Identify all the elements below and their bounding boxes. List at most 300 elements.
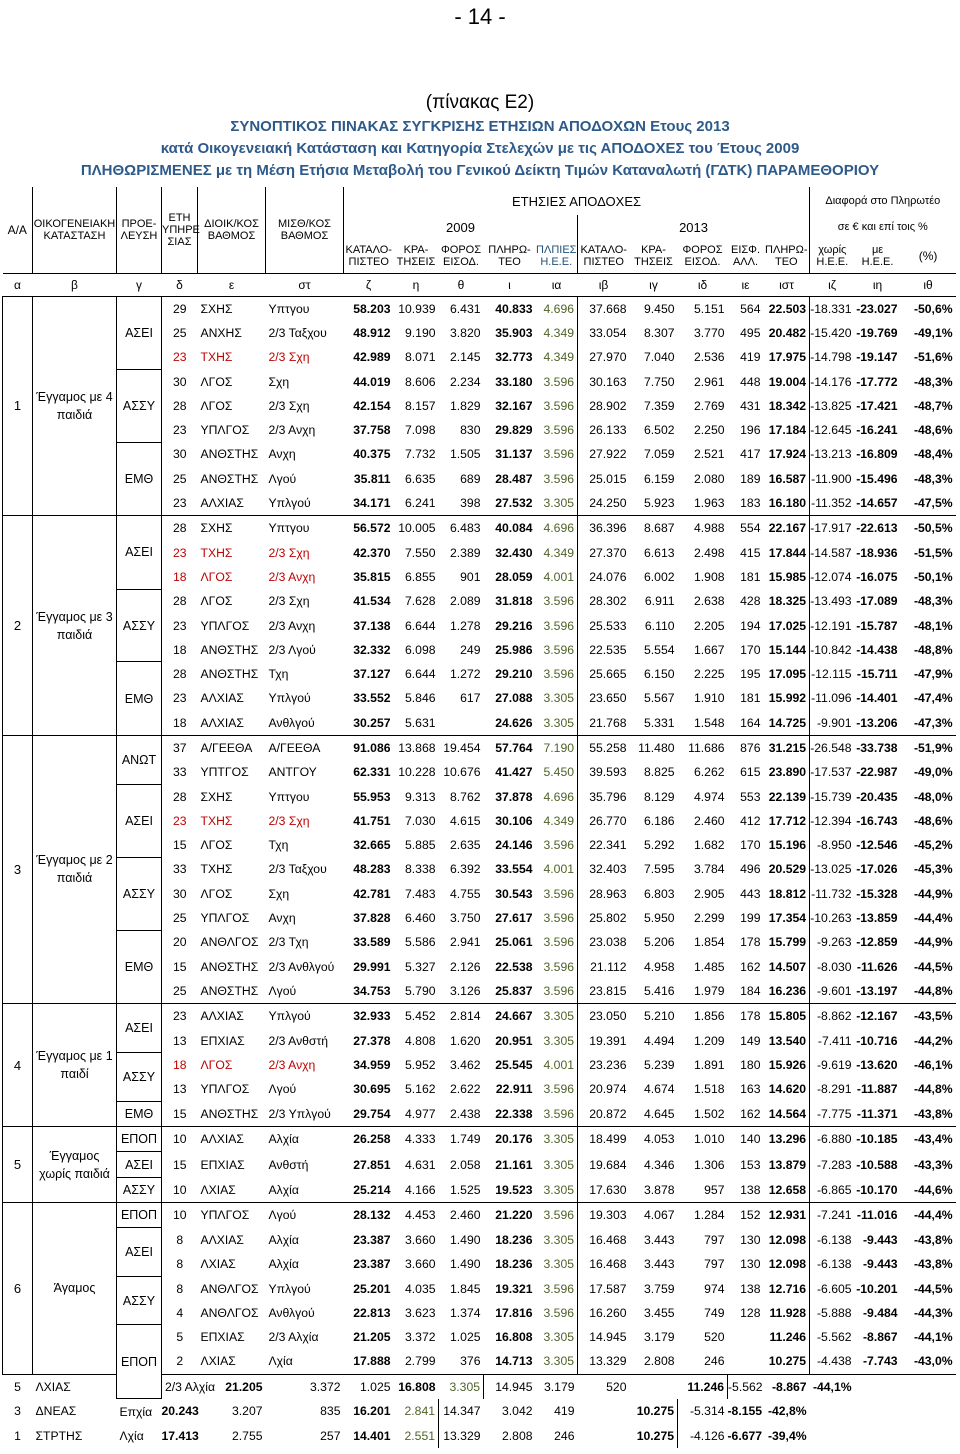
pay-grade-value: 2/3 Σχη xyxy=(268,545,310,560)
diff-percent: -47,3% xyxy=(901,711,956,736)
gross-2013: 22.341 xyxy=(578,833,630,857)
diff-without-bonus: -10.263 xyxy=(810,911,852,926)
admin-grade-value: ΑΝΘΣΤΗΣ xyxy=(200,642,259,657)
diff-with-bonus: -17.089 xyxy=(856,594,898,609)
years-value: 25 xyxy=(172,325,187,340)
diff-without-bonus: -8.862 xyxy=(817,1009,852,1024)
pay-grade-value: Αλχία xyxy=(268,1132,299,1147)
deductions-2009: 5.327 xyxy=(405,959,436,974)
deductions-2013: 4.674 xyxy=(644,1082,675,1097)
diff-with-bonus: -16.075 xyxy=(856,569,898,584)
table-row xyxy=(3,784,956,808)
gross-2013: 28.963 xyxy=(578,882,630,906)
tax-2013: 1.979 xyxy=(678,979,728,1004)
tax-2009 xyxy=(439,711,484,736)
admin-grade-value: ΤΧΗΣ xyxy=(200,813,233,828)
tax-2013: 520 xyxy=(606,1379,627,1394)
table-row xyxy=(3,589,956,613)
net-2009: 19.523 xyxy=(484,1177,536,1202)
gross-2013: 27.370 xyxy=(578,540,630,564)
origin-label: ΕΜΘ xyxy=(117,662,162,735)
deductions-2013: 3.443 xyxy=(644,1257,675,1272)
pay-grade-value: 2/3 Αλχία xyxy=(268,1330,319,1345)
diff-without-bonus: -10.842 xyxy=(810,642,852,657)
admin-grade-value: ΛΧΙΑΣ xyxy=(198,1177,266,1202)
net-2013: 15.144 xyxy=(764,638,810,662)
bonus-2009: 3.305 xyxy=(543,1132,574,1147)
diff-percent: -50,5% xyxy=(913,521,953,536)
contrib-2013: 149 xyxy=(740,1033,761,1048)
contrib-2013: 183 xyxy=(728,491,764,516)
bonus-2009: 3.596 xyxy=(543,1305,574,1320)
diff-without-bonus: -14.798 xyxy=(810,350,852,365)
diff-with-bonus: -9.443 xyxy=(863,1257,898,1272)
contrib-2013: 495 xyxy=(740,325,761,340)
years-value: 29 xyxy=(172,301,187,316)
bonus-2009: 3.596 xyxy=(543,618,574,633)
gross-2009: 48.912 xyxy=(353,325,391,340)
bonus-2009: 3.596 xyxy=(543,447,574,462)
contrib-2013: 553 xyxy=(740,789,761,804)
tax-2013: 3.770 xyxy=(694,325,725,340)
tax-2013: 1.284 xyxy=(694,1208,725,1223)
years-value: 8 xyxy=(176,1281,184,1296)
contrib-2013: 876 xyxy=(740,740,761,755)
years-value: 18 xyxy=(172,569,187,584)
pay-grade-value: Λγού xyxy=(268,1082,297,1097)
group-number: 4 xyxy=(3,1004,33,1127)
column-letter: στ xyxy=(266,273,344,296)
net-2013: 17.354 xyxy=(764,906,810,930)
deductions-2009: 6.098 xyxy=(405,642,436,657)
table-row xyxy=(3,1053,956,1077)
tax-2013: 1.682 xyxy=(694,838,725,853)
tax-2013: 957 xyxy=(678,1177,728,1202)
table-row xyxy=(3,296,956,321)
column-letter: ιστ xyxy=(764,273,810,296)
diff-with-bonus: -23.027 xyxy=(856,301,898,316)
pay-grade-value: 2/3 Λγού xyxy=(268,642,316,657)
tax-2009: 1.490 xyxy=(450,1257,481,1272)
net-2009: 25.986 xyxy=(495,642,533,657)
bonus-2009: 3.596 xyxy=(543,594,574,609)
tax-2013: 1.891 xyxy=(694,1057,725,1072)
net-2009: 24.667 xyxy=(495,1009,533,1024)
gross-2009: 34.171 xyxy=(344,491,394,516)
net-2013: 17.095 xyxy=(764,662,810,686)
admin-grade-value: ΛΓΟΣ xyxy=(200,838,233,853)
contrib-2013: 162 xyxy=(740,959,761,974)
net-2013: 12.098 xyxy=(764,1252,810,1276)
diff-percent: -50,6% xyxy=(913,301,953,316)
admin-grade-value: ΥΠΤΓΟΣ xyxy=(200,765,249,780)
column-letter: ιγ xyxy=(630,273,678,296)
header-2009-col-5: ΠΛΠΙΕΣ Η.Ε.Ε. xyxy=(536,239,578,273)
diff-without-bonus: -6.865 xyxy=(810,1177,855,1202)
tax-2013: 1.856 xyxy=(694,1009,725,1024)
header-diff-title xyxy=(810,187,956,215)
header-year-2009: 2009 xyxy=(344,215,578,239)
net-2013: 17.844 xyxy=(764,540,810,564)
diff-percent: -49,0% xyxy=(913,765,953,780)
diff-with-bonus: -17.772 xyxy=(856,374,898,389)
diff-with-bonus: -15.787 xyxy=(856,618,898,633)
bonus-2009: 3.305 xyxy=(536,711,578,736)
admin-grade-value: ΑΝΘΣΤΗΣ xyxy=(198,1101,266,1126)
admin-grade-value: ΥΠΛΓΟΣ xyxy=(200,911,250,926)
pay-grade-value: Λχία xyxy=(119,1428,144,1443)
header-2013-col-4: ΕΙΣΦ. ΑΛΛ. xyxy=(730,243,761,268)
diff-percent: -44,4% xyxy=(913,1208,953,1223)
pay-grade-value: Λχία xyxy=(266,1349,344,1374)
deductions-2013: 9.450 xyxy=(644,301,675,316)
diff-without-bonus: -9.263 xyxy=(817,935,852,950)
deductions-2013: 5.567 xyxy=(644,691,675,706)
deductions-2013: 6.002 xyxy=(644,569,675,584)
contrib-2013: 419 xyxy=(740,350,761,365)
tax-2013: 1.854 xyxy=(694,935,725,950)
tax-2013: 2.225 xyxy=(694,667,725,682)
deductions-2013: 5.210 xyxy=(644,1009,675,1024)
group-number: 3 xyxy=(3,735,33,1003)
diff-without-bonus: -12.074 xyxy=(810,569,852,584)
net-2009: 16.808 xyxy=(398,1379,436,1394)
deductions-2009: 3.660 xyxy=(405,1232,436,1247)
diff-without-bonus: -17.537 xyxy=(810,765,852,780)
bonus-2009: 2.551 xyxy=(404,1428,435,1443)
bonus-2009: 3.305 xyxy=(536,1349,578,1374)
admin-grade-value: ΑΝΘΛΓΟΣ xyxy=(200,1305,259,1320)
diff-percent: -46,1% xyxy=(913,1057,953,1072)
bonus-2009: 4.696 xyxy=(543,301,574,316)
origin-label: ΑΣΕΙ xyxy=(117,1228,162,1277)
net-2013: 22.503 xyxy=(764,296,810,321)
net-2009: 24.626 xyxy=(484,711,536,736)
contrib-2013: 181 xyxy=(740,569,761,584)
tax-2009: 2.089 xyxy=(450,594,481,609)
tax-2009: 901 xyxy=(460,569,481,584)
gross-2013: 55.258 xyxy=(578,735,630,760)
deductions-2009: 10.005 xyxy=(398,521,436,536)
tax-2009: 3.126 xyxy=(439,979,484,1004)
deductions-2009: 9.313 xyxy=(405,789,436,804)
years-value: 23 xyxy=(172,1009,187,1024)
contrib-2013: 412 xyxy=(740,813,761,828)
table-body xyxy=(3,296,956,1448)
gross-2009: 91.086 xyxy=(353,740,391,755)
contrib-2013 xyxy=(728,1349,764,1374)
contrib-2013: 163 xyxy=(740,1082,761,1097)
bonus-2009: 4.001 xyxy=(543,1057,574,1072)
tax-2009: 2.145 xyxy=(450,350,481,365)
net-2013: 11.928 xyxy=(764,1301,810,1325)
diff-percent: -43,4% xyxy=(913,1132,953,1147)
gross-2013: 21.112 xyxy=(578,955,630,979)
contrib-2013: 181 xyxy=(740,691,761,706)
origin-label: ΑΣΣΥ xyxy=(117,1177,162,1202)
tax-2009: 1.490 xyxy=(450,1232,481,1247)
contrib-2013: 162 xyxy=(728,1101,764,1126)
pay-grade-value: 2/3 Ανχη xyxy=(268,1057,316,1072)
diff-percent: -43,8% xyxy=(901,1101,956,1126)
diff-percent: -51,9% xyxy=(913,740,953,755)
gross-2013: 23.050 xyxy=(578,1004,630,1029)
tax-2013: 2.638 xyxy=(694,594,725,609)
deductions-2013: 5.206 xyxy=(644,935,675,950)
contrib-2013: 130 xyxy=(740,1232,761,1247)
contrib-2013: 138 xyxy=(740,1281,761,1296)
gross-2009: 62.331 xyxy=(353,765,391,780)
tax-2009: 689 xyxy=(460,471,481,486)
years-value: 15 xyxy=(172,838,187,853)
diff-with-bonus: -20.435 xyxy=(856,789,898,804)
header-2013-col-3: ΦΟΡΟΣ ΕΙΣΟΔ. xyxy=(682,243,723,268)
origin-label: ΑΣΣΥ xyxy=(117,1053,162,1102)
years-value: 13 xyxy=(172,1082,187,1097)
bonus-2009: 3.596 xyxy=(543,886,574,901)
tax-2013: 797 xyxy=(704,1257,725,1272)
family-status: Έγγαμος με 1 παιδί xyxy=(33,1004,117,1127)
header-diff-col-1: χωρίς Η.Ε.Ε. xyxy=(816,243,849,268)
net-2013: 17.712 xyxy=(764,809,810,833)
net-2013: 15.926 xyxy=(764,1053,810,1077)
gross-2013: 14.945 xyxy=(484,1374,536,1399)
diff-with-bonus: -12.167 xyxy=(856,1009,898,1024)
pay-grade-value: Υπτγου xyxy=(268,301,310,316)
bonus-2009: 3.596 xyxy=(543,1281,574,1296)
tax-2013: 1.209 xyxy=(694,1033,725,1048)
contrib-2013: 152 xyxy=(740,1208,761,1223)
deductions-2009: 7.550 xyxy=(405,545,436,560)
pay-grade-value: Ανθλγού xyxy=(266,711,344,736)
net-2013: 17.184 xyxy=(764,418,810,442)
family-status: Άγαμος xyxy=(33,1202,117,1374)
pay-grade-value: Υπλγού xyxy=(268,1009,311,1024)
years-value: 25 xyxy=(162,979,198,1004)
pay-grade-value: Επχία xyxy=(119,1404,153,1419)
tax-2013: 5.151 xyxy=(694,301,725,316)
diff-without-bonus: -5.562 xyxy=(728,1379,763,1394)
net-2013: 18.325 xyxy=(764,589,810,613)
tax-2013: 797 xyxy=(704,1232,725,1247)
pay-grade-value: 2/3 Σχη xyxy=(268,813,310,828)
diff-with-bonus: -18.936 xyxy=(856,545,898,560)
diff-without-bonus: -15.739 xyxy=(810,789,852,804)
tax-2009: 835 xyxy=(320,1404,341,1419)
tax-2009: 1.525 xyxy=(439,1177,484,1202)
admin-grade-value: ΑΛΧΙΑΣ xyxy=(200,691,244,706)
diff-without-bonus: -9.619 xyxy=(817,1057,852,1072)
family-status: Έγγαμος με 3 παιδιά xyxy=(33,516,117,736)
deductions-2009: 8.606 xyxy=(405,374,436,389)
pay-grade-value: Λγού xyxy=(266,979,344,1004)
years-value: 20 xyxy=(172,935,187,950)
net-2013: 12.098 xyxy=(764,1228,810,1252)
deductions-2009: 5.790 xyxy=(394,979,439,1004)
pay-grade-value: 2/3 Ανθστή xyxy=(268,1033,329,1048)
gross-2013: 28.902 xyxy=(578,394,630,418)
net-2009: 40.833 xyxy=(495,301,533,316)
net-2009: 16.808 xyxy=(495,1330,533,1345)
bonus-2009: 3.305 xyxy=(543,691,574,706)
gross-2013: 25.533 xyxy=(578,613,630,637)
pay-grade-value: Ανθλγού xyxy=(268,1305,315,1320)
net-2013: 17.025 xyxy=(764,613,810,637)
gross-2009: 37.138 xyxy=(353,618,391,633)
tax-2009: 3.462 xyxy=(450,1057,481,1072)
tax-2009: 398 xyxy=(439,491,484,516)
gross-2009: 25.214 xyxy=(344,1177,394,1202)
gross-2013: 24.076 xyxy=(578,565,630,589)
tax-2009: 2.622 xyxy=(450,1082,481,1097)
net-2013: 17.975 xyxy=(764,345,810,369)
tax-2013: 974 xyxy=(704,1281,725,1296)
deductions-2013: 6.803 xyxy=(644,886,675,901)
diff-without-bonus: -11.096 xyxy=(811,691,852,706)
deductions-2009: 3.372 xyxy=(310,1379,341,1394)
years-value: 23 xyxy=(172,691,187,706)
gross-2013: 20.974 xyxy=(578,1077,630,1101)
diff-without-bonus: -6.138 xyxy=(817,1232,852,1247)
contrib-2013: 140 xyxy=(740,1132,761,1147)
diff-without-bonus: -13.493 xyxy=(810,594,852,609)
diff-title-2: σε € και επί τοις % xyxy=(837,221,928,233)
pay-grade-value: 2/3 Αλχία xyxy=(165,1379,216,1394)
net-2009: 30.543 xyxy=(495,886,533,901)
pay-grade-value: 2/3 Σχη xyxy=(268,350,310,365)
diff-percent: -48,6% xyxy=(913,813,953,828)
net-2009: 27.088 xyxy=(495,691,533,706)
gross-2013: 36.396 xyxy=(578,516,630,541)
diff-with-bonus: -15.496 xyxy=(856,471,898,486)
diff-with-bonus: -19.147 xyxy=(856,350,898,365)
years-value: 28 xyxy=(172,398,187,413)
deductions-2009: 3.372 xyxy=(405,1330,436,1345)
deductions-2009: 5.885 xyxy=(405,838,436,853)
diff-without-bonus: -12.115 xyxy=(811,667,852,682)
admin-grade-value: ΛΓΟΣ xyxy=(200,1057,233,1072)
net-2009: 29.829 xyxy=(495,423,533,438)
contrib-2013: 554 xyxy=(740,521,761,536)
deductions-2009: 6.635 xyxy=(405,471,436,486)
tax-2009: 2.126 xyxy=(450,959,481,974)
admin-grade-value: ΑΝΘΛΓΟΣ xyxy=(200,1281,259,1296)
tax-2009: 3.820 xyxy=(450,325,481,340)
diff-without-bonus: -8.030 xyxy=(817,959,852,974)
years-value: 30 xyxy=(172,447,187,462)
diff-percent: -48,3% xyxy=(913,374,953,389)
tax-2013: 2.250 xyxy=(694,423,725,438)
diff-without-bonus: -17.917 xyxy=(810,521,852,536)
pay-grade-value: 2/3 Ανχη xyxy=(268,569,316,584)
diff-percent: -48,4% xyxy=(913,447,953,462)
admin-grade-value: ΑΝΘΣΤΗΣ xyxy=(200,471,259,486)
net-2013: 13.879 xyxy=(764,1152,810,1177)
contrib-2013 xyxy=(728,1325,764,1349)
admin-grade-value: ΔΝΕΑΣ xyxy=(35,1404,77,1419)
diff-with-bonus: -10.170 xyxy=(855,1177,901,1202)
admin-grade-value: ΤΧΗΣ xyxy=(200,862,233,877)
net-2009: 29.216 xyxy=(495,618,533,633)
gross-2013: 23.236 xyxy=(578,1053,630,1077)
bonus-2009: 3.596 xyxy=(543,471,574,486)
column-letter: ι xyxy=(484,273,536,296)
gross-2009: 33.552 xyxy=(353,691,391,706)
gross-2009: 25.201 xyxy=(353,1281,391,1296)
column-letter: ζ xyxy=(344,273,394,296)
years-value: 4 xyxy=(176,1305,184,1320)
diff-percent: -48,6% xyxy=(913,423,953,438)
net-2009: 22.911 xyxy=(495,1082,533,1097)
net-2009: 25.837 xyxy=(484,979,536,1004)
diff-percent: -44,9% xyxy=(913,935,953,950)
admin-grade-value: ΛΧΙΑΣ xyxy=(198,1349,266,1374)
admin-grade-value: ΣΧΗΣ xyxy=(200,301,233,316)
pay-grade-value: Λγού xyxy=(268,1208,297,1223)
table-row xyxy=(3,1101,956,1126)
tax-2013: 3.784 xyxy=(694,862,725,877)
gross-2009: 44.019 xyxy=(353,374,391,389)
header-years: ΕΤΗ ΥΠΗΡΕ ΣΙΑΣ xyxy=(162,187,198,273)
column-letters-row xyxy=(3,273,956,296)
tax-2013: 1.502 xyxy=(678,1101,728,1126)
years-value: 33 xyxy=(172,862,187,877)
diff-percent: -48,8% xyxy=(913,642,953,657)
contrib-2013: 178 xyxy=(740,935,761,950)
deductions-2009: 3.660 xyxy=(405,1257,436,1272)
tax-2009: 4.755 xyxy=(450,886,481,901)
gross-2013: 30.163 xyxy=(578,369,630,393)
gross-2013: 27.970 xyxy=(578,345,630,369)
net-2009: 31.137 xyxy=(495,447,533,462)
deductions-2009: 4.166 xyxy=(394,1177,439,1202)
gross-2009: 29.991 xyxy=(353,959,391,974)
column-letter: η xyxy=(394,273,439,296)
diff-with-bonus: -14.438 xyxy=(856,642,898,657)
gross-2013: 16.260 xyxy=(578,1301,630,1325)
diff-without-bonus: -13.025 xyxy=(810,862,852,877)
net-2013: 22.139 xyxy=(764,784,810,808)
gross-2013: 23.038 xyxy=(578,930,630,954)
pay-grade-value: 2/3 Σχη xyxy=(268,398,310,413)
tax-2013: 2.521 xyxy=(694,447,725,462)
header-annual: ΕΤΗΣΙΕΣ ΑΠΟΔΟΧΕΣ xyxy=(344,187,810,215)
diff-without-bonus: -6.605 xyxy=(817,1281,852,1296)
gross-2009: 48.283 xyxy=(353,862,391,877)
deductions-2013: 2.808 xyxy=(630,1349,678,1374)
deductions-2013: 8.129 xyxy=(644,789,675,804)
pay-grade-value: Τχη xyxy=(268,838,289,853)
bonus-2009: 7.190 xyxy=(543,740,574,755)
deductions-2009: 6.855 xyxy=(405,569,436,584)
gross-2009: 42.370 xyxy=(353,545,391,560)
column-letter: ιε xyxy=(728,273,764,296)
net-2009: 21.161 xyxy=(495,1157,533,1172)
bonus-2009: 4.001 xyxy=(543,862,574,877)
contrib-2013: 164 xyxy=(728,711,764,736)
pay-grade-value: Αλχία xyxy=(266,1177,344,1202)
diff-percent: -44,6% xyxy=(901,1177,956,1202)
gross-2009: 32.332 xyxy=(353,642,391,657)
diff-without-bonus: -9.601 xyxy=(810,979,855,1004)
table-row xyxy=(3,1004,956,1029)
diff-percent: -44,8% xyxy=(913,1082,953,1097)
diff-percent: -48,0% xyxy=(913,789,953,804)
admin-grade-value: ΥΠΛΓΟΣ xyxy=(200,618,250,633)
gross-2013: 25.802 xyxy=(578,906,630,930)
deductions-2013: 4.645 xyxy=(630,1101,678,1126)
family-status: Έγγαμος με 4 παιδιά xyxy=(33,296,117,516)
